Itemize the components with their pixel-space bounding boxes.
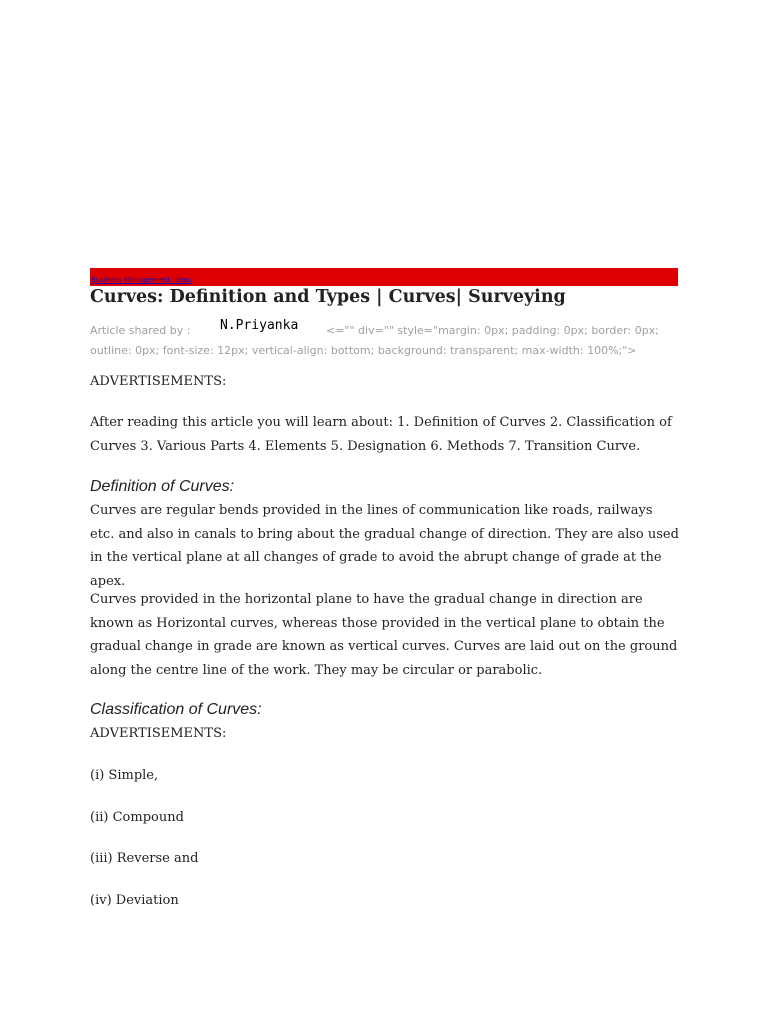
byline-code-text: <="" div="" style="margin: 0px; padding: 0px; border: 0px; outline: 0px; font-size: 12px; vertical-align: bottom; background: transparent; max-width: 100%;">: [90, 324, 659, 357]
definition-heading: Definition of Curves:: [90, 478, 235, 495]
site-home-link[interactable]: Business Management Ideas: [91, 276, 192, 284]
intro-paragraph: After reading this article you will learn about: 1. Definition of Curves 2. Classification of Curves 3. Various Parts 4. Elements 5. Designation 6. Methods 7. Transition Curve.: [90, 415, 672, 454]
classification-heading: Classification of Curves:: [90, 701, 262, 718]
advertisement-label-2: ADVERTISEMENTS:: [90, 726, 227, 741]
list-item: (ii) Compound: [90, 810, 184, 825]
list-item: (i) Simple,: [90, 768, 159, 783]
advertisement-label: ADVERTISEMENTS:: [90, 374, 227, 389]
list-item: (iii) Reverse and: [90, 851, 199, 866]
author-name: N.Priyanka: [220, 318, 299, 333]
byline-label: Article shared by :: [90, 324, 191, 337]
article-byline: [90, 318, 670, 361]
article-title: Curves: Definition and Types | Curves| Surveying: [90, 287, 566, 307]
list-item: (iv) Deviation: [90, 893, 179, 908]
definition-paragraph-2: Curves provided in the horizontal plane to have the gradual change in direction are known as Horizontal curves, whereas those provided in the vertical plane to obtain the gradual change in grade are known as vertical curves. Curves are laid out on the ground along the centre line of the work. They may be circular or parabolic.: [90, 592, 678, 678]
definition-paragraph-1: Curves are regular bends provided in the lines of communication like roads, railways etc. and also in canals to bring about the gradual change of direction. They are also used in the vertical plane at all changes of grade to avoid the abrupt change of grade at the apex.: [90, 503, 679, 589]
